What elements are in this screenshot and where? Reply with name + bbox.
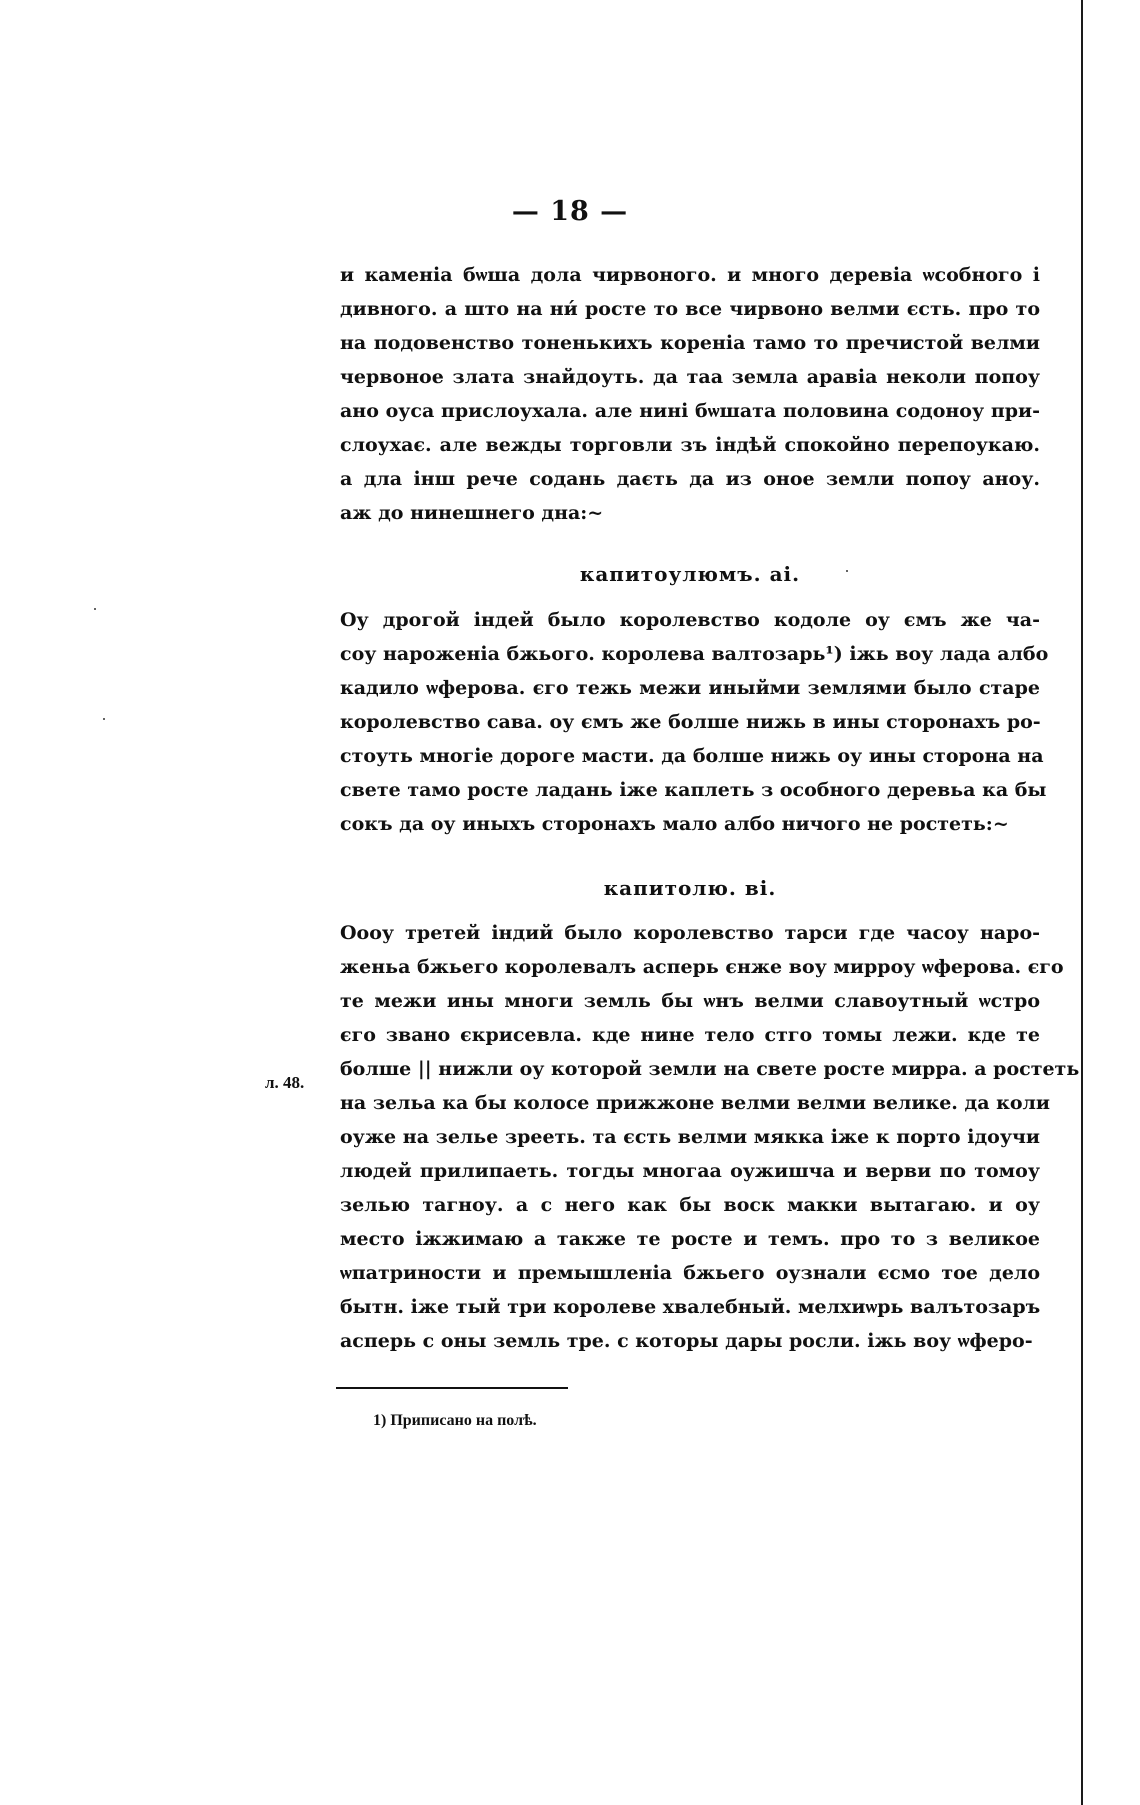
text-line: стоуть многіе дороге масти. да болше нижь оу ины сторона на	[340, 745, 1044, 767]
text-line: на подовенство тоненькихъ кореніа тамо то пречистой велми	[340, 332, 1040, 354]
text-line: аж до нинешнего дна:~	[340, 502, 604, 524]
paragraph-1	[340, 258, 1040, 530]
paragraph-3	[340, 916, 1080, 1358]
chapter-heading-1: капитоулюмъ. аі.	[579, 562, 801, 586]
text-line: ѡпатриности и премышленіа бжьего оузнали єсмо тое дело	[340, 1262, 1040, 1284]
footnote-rule	[336, 1387, 568, 1389]
text-line: асперь с оны земль тре. с которы дары росли. іжь воу ѡферо-	[340, 1330, 1033, 1352]
text-line: свете тамо росте ладань іже каплеть з особного деревьа ка бы	[340, 779, 1047, 801]
text-line: єго звано єкрисевла. кде нине тело стго томы лежи. кде те	[340, 1024, 1040, 1046]
text-line: ано оуса прислоухала. але нині бѡшата половина содоноу при-	[340, 400, 1040, 422]
paragraph-2	[340, 603, 1049, 841]
text-line: женьа бжьего королевалъ асперь єнже воу мирроу ѡферова. єго	[340, 956, 1064, 978]
binding-edge-line	[1081, 0, 1083, 1805]
folio-margin-note: л. 48.	[265, 1073, 305, 1092]
text-line: слоухає. але вежды торговли зъ індѣй спокойно перепоукаю.	[340, 434, 1040, 456]
text-line: а дла інш рече содань даєть да из оное земли попоу аноу.	[340, 468, 1040, 490]
text-line: Оу дрогой індей было королевство кодоле оу ємъ же ча-	[340, 609, 1040, 631]
page-number: — 18 —	[511, 196, 629, 227]
text-line: зелью тагноу. а с него как бы воск макки вытагаю. и оу	[340, 1194, 1040, 1216]
text-line: соу нароженіа бжього. королева валтозарь¹) іжь воу лада албо	[340, 643, 1049, 665]
text-line: и каменіа бѡша дола чирвоного. и много деревіа ѡсобного і	[340, 264, 1040, 286]
text-line: те межи ины многи земль бы ѡнъ велми славоутный ѡстро	[340, 990, 1040, 1012]
text-line: червоное злата знайдоуть. да таа земла аравіа неколи попоу	[340, 366, 1040, 388]
text-line: сокъ да оу иныхъ сторонахъ мало албо ничого не ростеть:~	[340, 813, 1009, 835]
text-line: людей прилипаеть. тогды многаа оужишча и верви по томоу	[340, 1160, 1040, 1182]
chapter-heading-2: капитолю. ві.	[603, 876, 777, 900]
text-line: бытн. іже тый три королеве хвалебный. мелхиѡрь валътозаръ	[340, 1296, 1041, 1318]
paper-speck	[94, 608, 96, 610]
text-line: место іжжимаю а также те росте и темъ. про то з великое	[340, 1228, 1040, 1250]
text-line: на зельа ка бы колосе прижжоне велми велми велике. да коли	[340, 1092, 1051, 1114]
footnote: 1) Приписано на полѣ.	[373, 1412, 537, 1429]
text-line: болше || нижли оу которой земли на свете росте мирра. а ростеть	[340, 1058, 1080, 1080]
text-line: оуже на зелье зрееть. та єсть велми мякка іже к порто ідоучи	[340, 1126, 1040, 1148]
text-line: кадило ѡферова. єго тежь межи иныйми землями было старе	[340, 677, 1040, 699]
text-line: Оооу третей індий было королевство тарси где часоу наро-	[340, 922, 1040, 944]
text-line: королевство сава. оу ємъ же болше нижь в ины сторонахъ ро-	[340, 711, 1041, 733]
text-line: дивного. а што на ни́ росте то все чирвоно велми єсть. про то	[340, 298, 1040, 320]
paper-speck	[103, 718, 105, 720]
